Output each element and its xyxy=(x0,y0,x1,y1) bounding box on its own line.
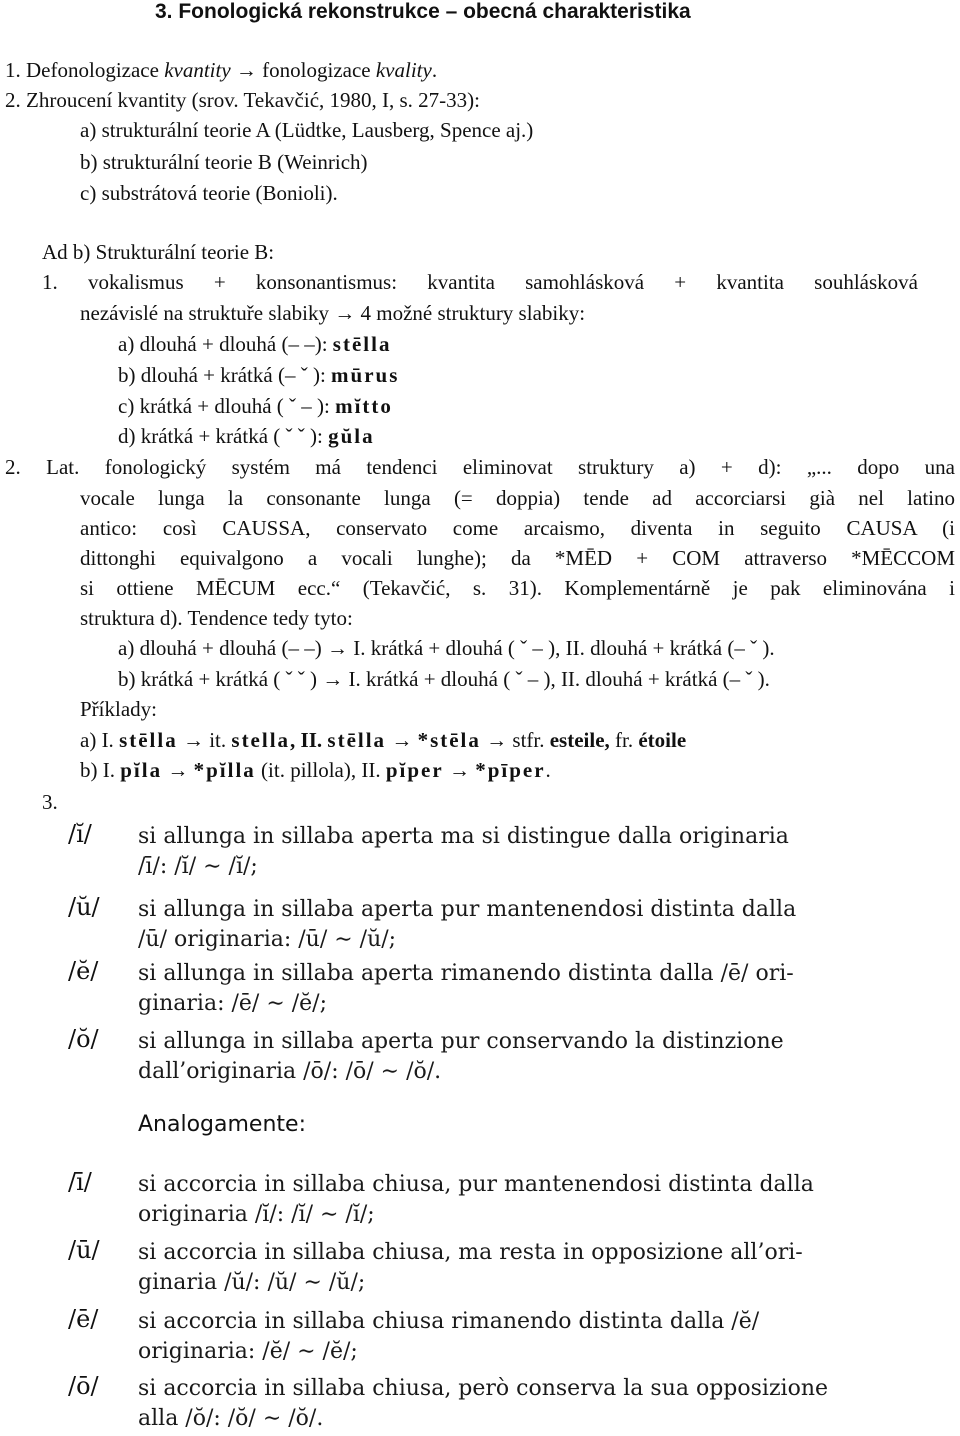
vowel-symbol: /ŏ/ xyxy=(68,1025,99,1053)
excerpt-line: si accorcia in sillaba chiusa, però conserva la sua opposizione xyxy=(138,1376,829,1401)
excerpt-line: originaria: /ĕ/ ∼ /ĕ/; xyxy=(138,1339,358,1364)
ex-a-part: a) I. xyxy=(80,728,120,752)
excerpt-line: alla /ŏ/: /ŏ/ ∼ /ŏ/. xyxy=(138,1406,324,1431)
ex-b-word: *pīper xyxy=(475,758,546,782)
ex-b-word: pĭper xyxy=(385,758,444,782)
excerpt-line: si accorcia in sillaba chiusa, pur mantenendosi distinta dalla xyxy=(138,1172,814,1197)
ex-a-word: stella xyxy=(231,728,291,752)
excerpt-line: originaria /ĭ/: /ĭ/ ∼ /ĭ/; xyxy=(138,1202,375,1227)
paragraph-3-number: 3. xyxy=(42,790,58,814)
ex-a-part: → stfr. xyxy=(480,728,550,752)
structure-a-example: stēlla xyxy=(332,332,392,356)
ex-b-word: pĭla xyxy=(120,758,163,782)
analog-heading: Analogamente: xyxy=(138,1112,306,1137)
structure-a-text: a) dlouhá + dlouhá (– –): xyxy=(118,332,333,356)
ex-a-word: stēlla xyxy=(327,728,387,752)
paragraph-1-line-1: 1. vokalismus + konsonantismus: kvantita samohlásková + kvantita souhlásková xyxy=(42,270,918,294)
list-item-1-end: . xyxy=(431,58,438,82)
excerpt-line: si allunga in sillaba aperta rimanendo distinta dalla /ē/ ori- xyxy=(138,961,794,986)
tendency-a: a) dlouhá + dlouhá (– –) → I. krátká + dlouhá ( ˇ – ), II. dlouhá + krátká (– ˇ ). xyxy=(118,636,775,660)
ex-a-word: stēlla xyxy=(119,728,178,752)
vowel-symbol: /ō/ xyxy=(68,1372,99,1400)
structure-c-example: mĭtto xyxy=(335,394,393,418)
ex-b-part: b) I. xyxy=(80,758,121,782)
sublist-item-b: b) strukturální teorie B (Weinrich) xyxy=(80,150,368,174)
ex-a-word: *stēla xyxy=(417,728,481,752)
paragraph-1-line-2: nezávislé na struktuře slabiky → 4 možné struktury slabiky: xyxy=(80,301,586,325)
term-kvality: kvality xyxy=(375,58,432,82)
excerpt-line: ginaria /ŭ/: /ŭ/ ∼ /ŭ/; xyxy=(138,1270,366,1295)
tendency-b: b) krátká + krátká ( ˇ ˇ ) → I. krátká + dlouhá ( ˇ – ), II. dlouhá + krátká (– ˇ ). xyxy=(118,667,770,691)
list-item-1-mid: → fonologizace xyxy=(230,58,376,82)
structure-c xyxy=(118,394,393,418)
ex-b-part: → xyxy=(162,758,194,782)
structure-c-text: c) krátká + dlouhá ( ˇ – ): xyxy=(118,394,336,418)
ex-a-part: → it. xyxy=(177,728,232,752)
excerpt-line: /ū/ originaria: /ū/ ∼ /ŭ/; xyxy=(138,927,397,952)
paragraph-2-line-2: vocale lunga la consonante lunga (= doppia) tende ad accorciarsi già nel latino xyxy=(80,486,955,510)
vowel-symbol: /ū/ xyxy=(68,1236,100,1264)
structure-b xyxy=(118,363,399,387)
vowel-symbol: /ŭ/ xyxy=(68,893,100,921)
excerpt-line: ginaria: /ē/ ∼ /ĕ/; xyxy=(138,991,327,1016)
ex-b-part: (it. pillola), II. xyxy=(255,758,386,782)
ex-a-word: étoile xyxy=(638,728,687,752)
excerpt-line: si allunga in sillaba aperta pur conservando la distinzione xyxy=(138,1029,784,1054)
excerpt-line: si accorcia in sillaba chiusa, ma resta in opposizione all’ori- xyxy=(138,1240,803,1265)
list-item-1 xyxy=(5,58,437,82)
ex-b-part: . xyxy=(545,758,551,782)
term-kvantity: kvantity xyxy=(164,58,231,82)
paragraph-2-line-6: struktura d). Tendence tedy tyto: xyxy=(80,606,353,630)
structure-d-text: d) krátká + krátká ( ˇ ˇ ): xyxy=(118,424,329,448)
vowel-symbol: /ī/ xyxy=(68,1168,92,1196)
structure-b-text: b) dlouhá + krátká (– ˇ ): xyxy=(118,363,332,387)
section-heading: Ad b) Strukturální teorie B: xyxy=(42,240,275,264)
list-item-2: 2. Zhroucení kvantity (srov. Tekavčić, 1980, I, s. 27-33): xyxy=(5,88,481,112)
sublist-item-c: c) substrátová teorie (Bonioli). xyxy=(80,181,338,205)
excerpt-line: si accorcia in sillaba chiusa rimanendo distinta dalla /ĕ/ xyxy=(138,1309,760,1334)
excerpt-line: si allunga in sillaba aperta pur mantenendosi distinta dalla xyxy=(138,897,797,922)
excerpt-line: si allunga in sillaba aperta ma si distingue dalla originaria xyxy=(138,824,789,849)
excerpt-line: /ī/: /ĭ/ ∼ /ĭ/; xyxy=(138,854,258,879)
ex-a-part: fr. xyxy=(609,728,639,752)
vowel-symbol: /ĕ/ xyxy=(68,957,99,985)
structure-a xyxy=(118,332,391,356)
list-item-1-text: 1. Defonologizace xyxy=(5,58,165,82)
excerpt-line: dall’originaria /ō/: /ō/ ∼ /ŏ/. xyxy=(138,1059,442,1084)
structure-b-example: mūrus xyxy=(331,363,400,387)
structure-d xyxy=(118,424,375,448)
paragraph-2-line-5: si ottiene MĒCUM ecc.“ (Tekavčić, s. 31). Komplementárně je pak eliminována i xyxy=(80,576,955,600)
ex-a-word: esteile, xyxy=(549,728,610,752)
structure-d-example: gŭla xyxy=(328,424,375,448)
ex-b-part: → xyxy=(443,758,476,782)
example-b xyxy=(80,758,551,782)
examples-label: Příklady: xyxy=(80,697,157,721)
vowel-symbol: /ē/ xyxy=(68,1305,99,1333)
ex-b-word: *pĭlla xyxy=(193,758,256,782)
page-title: 3. Fonologická rekonstrukce – obecná charakteristika xyxy=(155,0,691,23)
paragraph-2-line-1: 2. Lat. fonologický systém má tendenci eliminovat struktury a) + d): „... dopo una xyxy=(5,455,955,479)
ex-a-part: , II. xyxy=(290,728,328,752)
ex-a-part: → xyxy=(386,728,418,752)
vowel-symbol: /ĭ/ xyxy=(68,820,92,848)
paragraph-2-line-4: dittonghi equivalgono a vocali lunghe); da *MĒD + COM attraverso *MĒCCOM xyxy=(80,546,955,570)
paragraph-2-line-3: antico: così CAUSSA, conservato come arcaismo, diventa in seguito CAUSA (i xyxy=(80,516,955,540)
example-a xyxy=(80,728,686,752)
sublist-item-a: a) strukturální teorie A (Lüdtke, Lausberg, Spence aj.) xyxy=(80,118,534,142)
